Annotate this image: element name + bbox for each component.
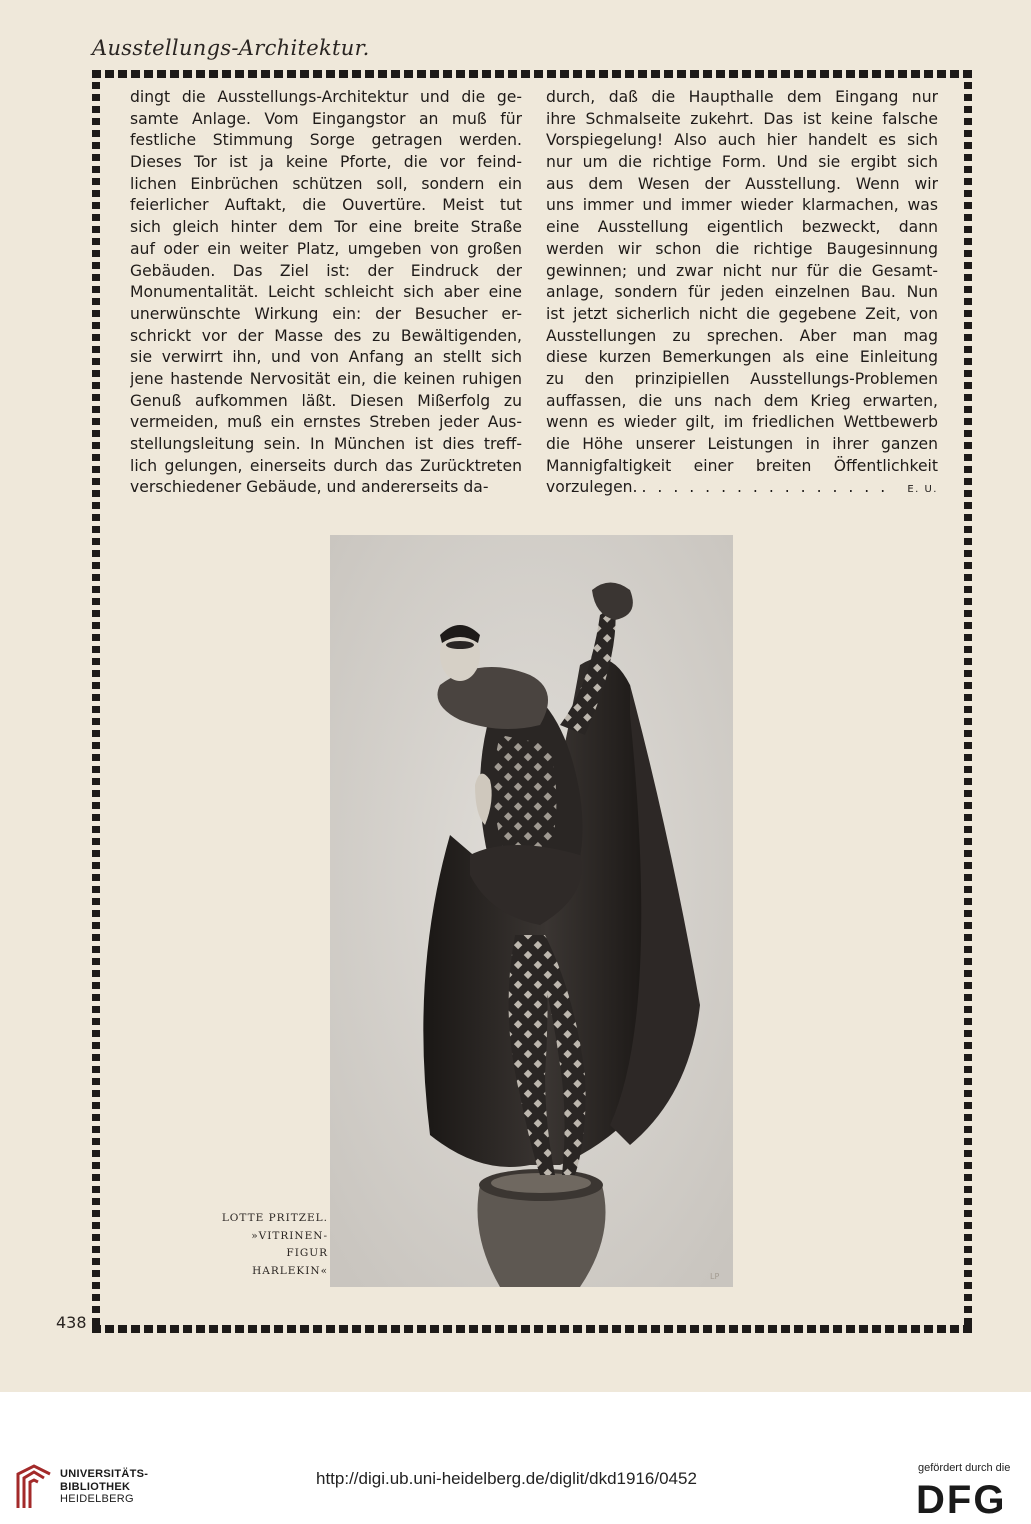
text-line: Vorspiegelung! Also auch hier handelt es sich [546,131,938,150]
end-text: vorzulegen. [546,478,638,497]
text-line: auffassen, die uns nach dem Krieg erwarten, [546,391,938,410]
text-line: aus dem Wesen der Ausstellung. Wenn wir [546,174,938,193]
library-name [60,1468,148,1506]
article-end-line [546,477,938,499]
text-line: sie verwirrt ihn, und von Anfang an stellt sich [130,348,522,367]
author-initials: E. U. [907,484,938,496]
text-line: zu den prinzipiellen Ausstellungs-Problemen [546,369,938,388]
photo-caption [170,1210,328,1280]
caption-line: »VITRINEN- [251,1229,328,1242]
funding-note: gefördert durch die [918,1462,1011,1474]
library-name-line: BIBLIOTHEK [60,1480,131,1493]
digitization-footer [0,1392,1031,1524]
article-text [130,87,938,517]
text-line: stellungsleitung sein. In München ist dies treff- [130,435,522,453]
text-line: jene hastende Nervosität ein, die keinen ruhigen [130,369,522,388]
caption-line: LOTTE PRITZEL. [221,1212,328,1224]
text-line: uns immer und immer wieder klarmachen, was [546,196,938,215]
harlequin-photograph [330,535,733,1287]
text-line: lich gelungen, einerseits durch das Zurücktreten [130,456,522,475]
text-line: nur um die richtige Form. Und sie ergibt sich [546,153,938,172]
library-name-line: UNIVERSITÄTS- [60,1468,149,1480]
harlequin-figure-image [330,535,733,1287]
text-line: auf oder ein weiter Platz, umgeben von großen [130,239,522,258]
caption-line: HARLEKIN« [252,1264,328,1277]
text-line: die Höhe unserer Leistungen in ihrer ganzen [546,435,938,453]
text-line: anlage, sondern für jeden einzelnen Bau. Nun [546,283,938,302]
text-line: Dieses Tor ist ja keine Pforte, die vor feind- [130,153,522,172]
svg-text:LP: LP [710,1272,720,1281]
page-number: 438 [56,1313,87,1332]
text-line: vermeiden, muß ein ernstes Streben jeder Aus- [130,413,522,432]
text-line: Gebäuden. Das Ziel ist: der Eindruck der [130,261,522,280]
text-line: eine Ausstellung eigentlich bezweckt, dann [546,218,938,237]
source-url-link[interactable]: http://digi.ub.uni-heidelberg.de/diglit/dkd1916/0452 [316,1469,697,1488]
text-line: Ausstellungen zu sprechen. Aber man mag [546,326,938,345]
text-line: ihre Schmalseite zukehrt. Das ist keine falsche [546,109,938,128]
text-line: Mannigfaltigkeit einer breiten Öffentlichkeit [546,456,938,475]
text-line: samte Anlage. Vom Eingangstor an muß für [130,109,522,128]
text-line: diese kurzen Bemerkungen als eine Einleitung [546,348,938,367]
text-line: schrickt vor der Masse des zu Bewältigenden, [130,326,522,345]
text-line: dingt die Ausstellungs-Architektur und die ge- [130,88,522,106]
library-name-line: HEIDELBERG [60,1493,134,1505]
running-head: Ausstellungs-Architektur. [92,36,370,60]
text-line: festliche Stimmung Sorge getragen werden. [130,131,522,150]
dfg-logo: DFG [916,1478,1007,1522]
caption-line: FIGUR [286,1247,328,1259]
text-line: gewinnen; und zwar nicht nur für die Gesamt- [546,261,938,280]
text-line: lichen Einbrüchen schützen soll, sondern ein [130,174,522,193]
text-line: Genuß aufkommen läßt. Diesen Mißerfolg zu [130,391,522,410]
text-line: unerwünschte Wirkung ein: der Besucher er- [130,304,522,323]
text-line: durch, daß die Haupthalle dem Eingang nur [546,88,938,106]
text-line: feierlicher Auftakt, die Ouvertüre. Meist tut [130,196,522,215]
right-column [546,87,938,499]
text-line: Monumentalität. Leicht schleicht sich aber eine [130,283,522,302]
library-logo-icon [14,1462,54,1512]
left-column [130,87,522,499]
text-line: sich gleich hinter dem Tor eine breite Straße [130,218,522,237]
text-line: verschiedener Gebäude, und andererseits da- [130,478,489,497]
text-line: ist jetzt sicherlich nicht die gegebene Zeit, von [546,304,938,323]
text-line: werden wir schon die richtige Baugesinnung [546,239,938,258]
text-line: wenn es wieder gilt, im friedlichen Wettbewerb [546,413,938,432]
leader-dots: . . . . . . . . . . . . . . . . [641,478,889,497]
